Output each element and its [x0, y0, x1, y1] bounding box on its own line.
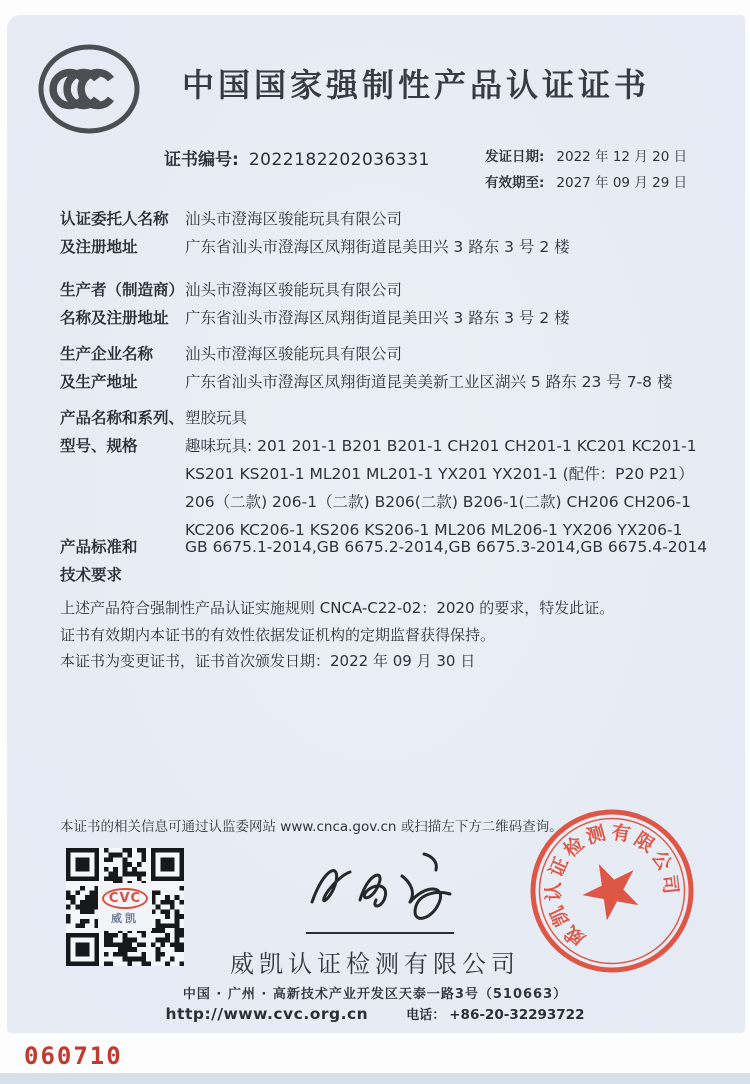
- field-value: 汕头市澄海区骏能玩具有限公司 广东省汕头市澄海区凤翔街道昆美田兴 3 路东 3 号 2 楼: [185, 281, 570, 327]
- statement-line: 上述产品符合强制性产品认证实施规则 CNCA-C22-02：2020 的要求，特发此证。: [60, 599, 615, 617]
- field-value: GB 6675.1-2014,GB 6675.2-2014,GB 6675.3-2014,GB 6675.4-2014: [185, 538, 708, 556]
- valid-until-label: 有效期至:: [485, 175, 545, 191]
- valid-until-row: [485, 170, 687, 196]
- ccc-logo-icon: [36, 42, 142, 136]
- star-icon: [573, 852, 648, 926]
- field-label: 产品标准和 技术要求: [60, 538, 138, 584]
- field-value: 塑胶玩具 趣味玩具: 201 201-1 B201 B201-1 CH201 CH201-1 KC201 KC201-1 KS201 KS201-1 ML201 ML201-1 YX201 YX201-1 (配件：P20 P21）206（二款) 206-1（二款) B206(二款) B206-1(二款) CH206 CH206-1 KC206 KC206-1 KS206 KS206-1 ML206 ML206-1 YX206 YX206-1: [185, 409, 697, 539]
- issuer-company-name: 威凯认证检测有限公司: [230, 950, 520, 978]
- dates-block: [485, 144, 687, 196]
- issuer-phone-label: 电话：: [406, 1008, 446, 1023]
- field-label: 生产企业名称 及生产地址: [60, 345, 154, 391]
- certificate-title: 中国国家强制性产品认证证书: [182, 66, 651, 104]
- issue-date-value: 2022 年 12 月 20 日: [556, 149, 688, 165]
- certificate-number-value: 2022182202036331: [248, 150, 430, 170]
- field-label: 产品名称和系列、 型号、规格: [60, 409, 185, 455]
- certificate-number-label: 证书编号:: [164, 150, 239, 170]
- issuer-phone: [406, 1004, 584, 1023]
- signature: [298, 846, 468, 930]
- statement-line: 证书有效期内本证书的有效性依据发证机构的定期监督获得保持。: [60, 625, 496, 644]
- seal-text: 威凯认证检测有限公司: [542, 821, 682, 951]
- info-note: 本证书的相关信息可通过认监委网站 www.cnca.gov.cn 或扫描左下方二维码查询。: [60, 819, 563, 835]
- issue-date-label: 发证日期:: [485, 149, 545, 165]
- issuer-address: 中国 · 广州 · 高新技术产业开发区天泰一路3号（510663）: [182, 987, 568, 1002]
- field-value: 汕头市澄海区骏能玩具有限公司 广东省汕头市澄海区凤翔街道昆美田兴 3 路东 3 号 2 楼: [185, 210, 570, 256]
- field-label: 生产者（制造商） 名称及注册地址: [60, 281, 185, 327]
- cvc-logo-text: CVC: [102, 888, 148, 909]
- field-value: 汕头市澄海区骏能玩具有限公司 广东省汕头市澄海区凤翔街道昆美美新工业区湖兴 5 路东 23 号 7-8 楼: [185, 345, 673, 391]
- cvc-logo: [98, 883, 152, 931]
- certificate-number-row: [164, 145, 430, 170]
- bottom-strip: [0, 1073, 750, 1084]
- field-label: 认证委托人名称 及注册地址: [60, 210, 169, 256]
- issuer-contact-row: [130, 1004, 620, 1023]
- statements-block: [60, 595, 705, 675]
- issuer-phone-value: +86-20-32293722: [449, 1007, 585, 1023]
- issue-date-row: [485, 144, 687, 170]
- statement-line: 本证书为变更证书，证书首次颁发日期：2022 年 09 月 30 日: [60, 652, 476, 670]
- signature-underline: [306, 932, 454, 934]
- issuer-website: http://www.cvc.org.cn: [165, 1005, 369, 1023]
- serial-number: 060710: [24, 1042, 123, 1070]
- valid-until-value: 2027 年 09 月 29 日: [556, 175, 688, 191]
- cvc-logo-subtext: 威凯: [111, 912, 139, 925]
